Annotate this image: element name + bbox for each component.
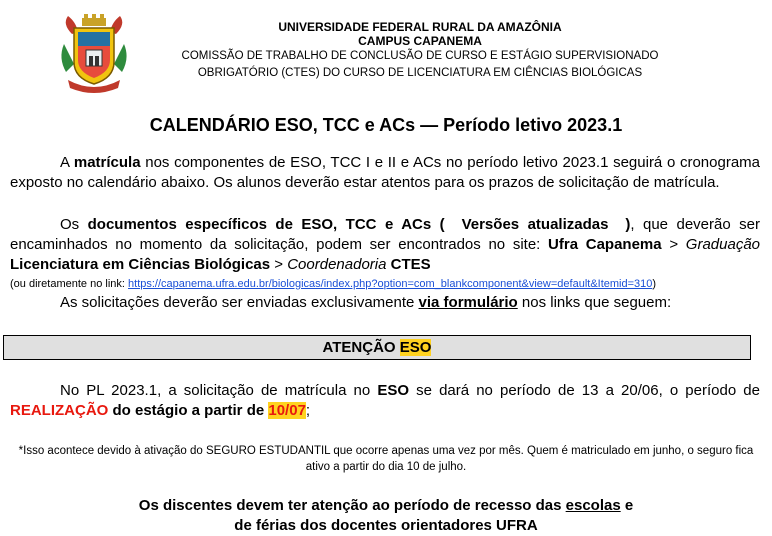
university-crest-logo	[58, 14, 130, 94]
direct-link-line: (ou diretamente no link: https://capanema.ufra.edu.br/biologicas/index.php?option=com_blankcomponent&view=default&Itemid=310)	[10, 278, 657, 290]
university-name: UNIVERSIDADE FEDERAL RURAL DA AMAZÔNIA	[278, 20, 562, 34]
submission-paragraph: As solicitações deverão ser enviadas exclusivamente via formulário nos links que seguem:	[60, 294, 672, 311]
documents-paragraph: Os documentos específicos de ESO, TCC e ACs ( Versões atualizadas ), que deverão ser encaminhados no momento da solicitação, podem ser encontrados no site: Ufra Capanema > Graduação Licenciatura em Ciências Biológicas > Coordenadoria CTES	[10, 216, 760, 273]
eso-highlight: ESO	[399, 339, 432, 356]
commission-line-1: COMISSÃO DE TRABALHO DE CONCLUSÃO DE CURSO E ESTÁGIO SUPERVISIONADO	[181, 50, 659, 62]
insurance-note: *Isso acontece devido à ativação do SEGURO ESTUDANTIL que ocorre apenas uma vez por mês. Quem é matriculado em junho, o seguro fica ativo a partir do dia 10 de julho.	[18, 445, 754, 473]
attention-eso-banner: ATENÇÃO ESO	[3, 335, 751, 360]
form-link[interactable]: via formulário	[418, 294, 518, 311]
start-date-highlight: 10/07	[268, 402, 306, 419]
document-header	[0, 0, 772, 100]
commission-line-2: OBRIGATÓRIO (CTES) DO CURSO DE LICENCIATURA EM CIÊNCIAS BIOLÓGICAS	[197, 67, 643, 79]
page-title: CALENDÁRIO ESO, TCC e ACs — Período letivo 2023.1	[149, 115, 623, 135]
recess-warning: Os discentes devem ter atenção ao período de recesso das escolas e de férias dos docentes orientadores UFRA	[138, 497, 634, 534]
campus-name: CAMPUS CAPANEMA	[358, 34, 482, 48]
enrollment-paragraph: A matrícula nos componentes de ESO, TCC I e II e ACs no período letivo 2023.1 seguirá o cronograma exposto no calendário abaixo. Os alunos deverão estar atentos para os prazos de solicitação de matrícula.	[10, 154, 760, 191]
biologicas-page-link[interactable]: https://capanema.ufra.edu.br/biologicas/index.php?option=com_blankcomponent&view=default&Itemid=310	[128, 278, 653, 290]
eso-schedule-paragraph: No PL 2023.1, a solicitação de matrícula no ESO se dará no período de 13 a 20/06, o período de REALIZAÇÃO do estágio a partir de 10/07;	[10, 382, 760, 419]
realizacao-label: REALIZAÇÃO	[10, 402, 109, 419]
